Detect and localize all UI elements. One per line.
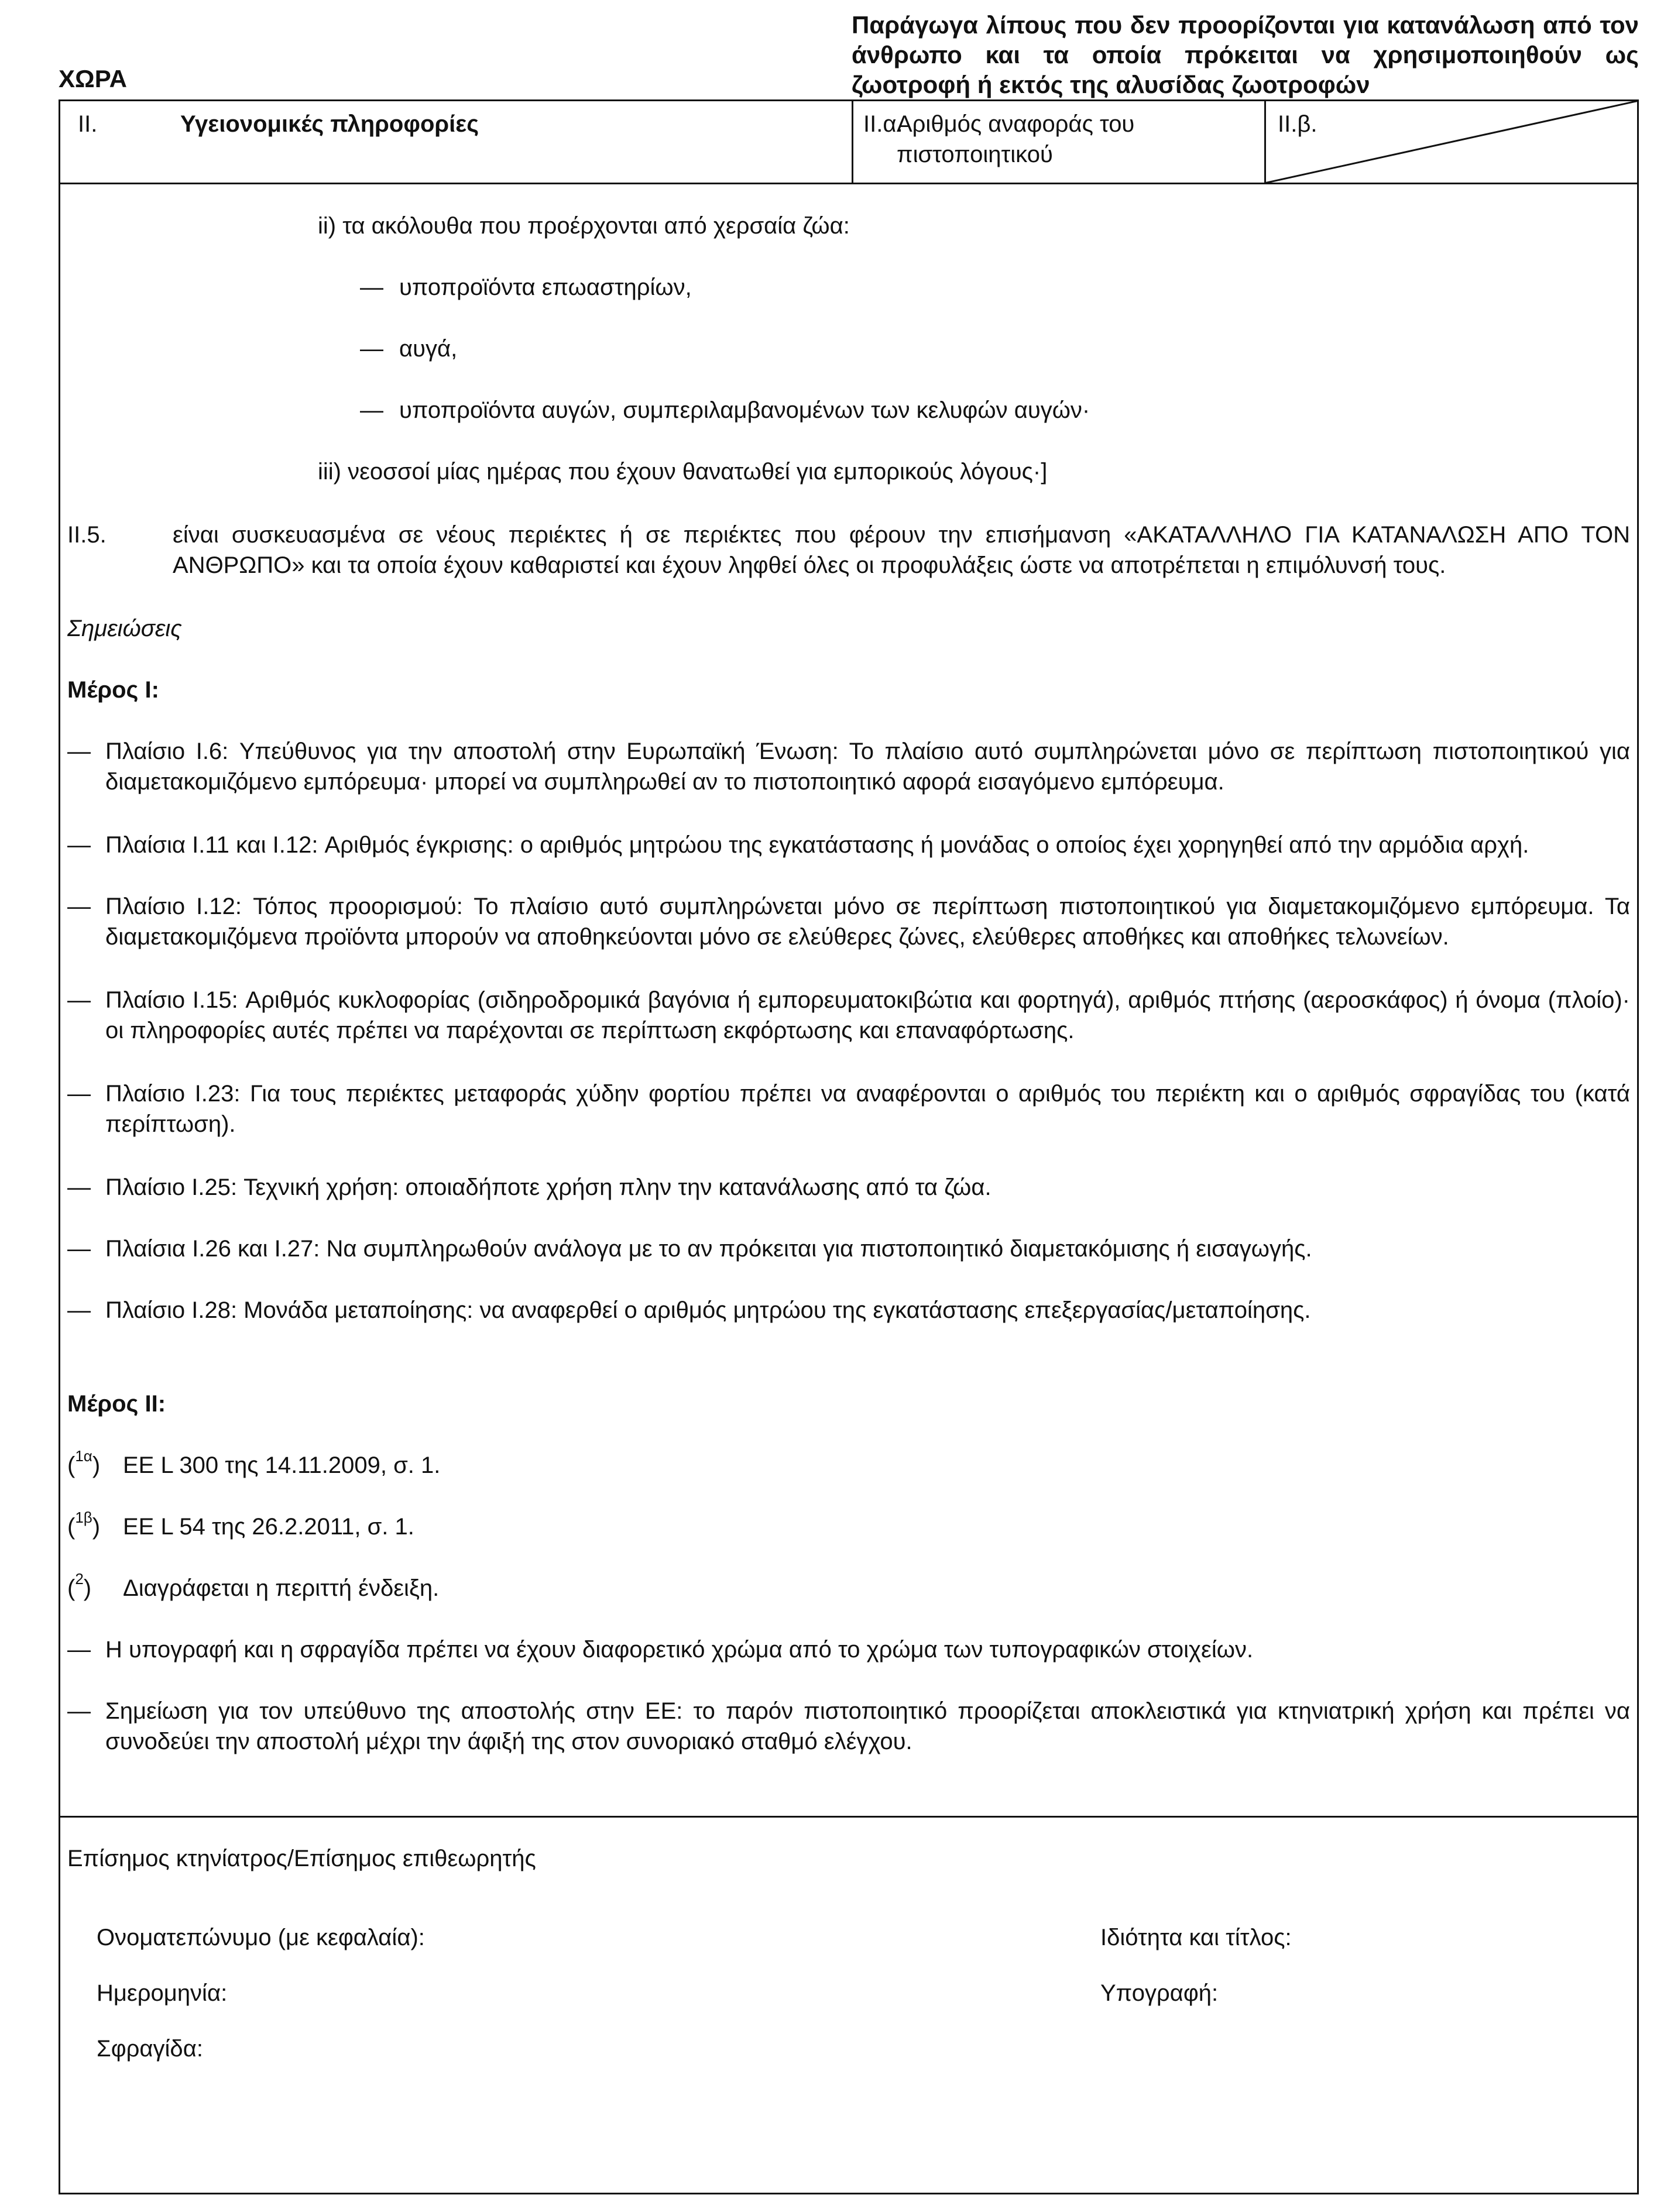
signature-section-title: Επίσημος κτηνίατρος/Επίσημος επιθεωρητής — [67, 1846, 536, 1871]
footnote-item: ($^{1\beta}$) ΕΕ L 54 της 26.2.2011, σ. 1. — [67, 1509, 414, 1540]
ref-number-text: Αριθμός αναφοράς του πιστοποιητικού — [897, 111, 1135, 167]
note-item: — Πλαίσιο I.25: Τεχνική χρήση: οποιαδήποτε χρήση πλην την κατανάλωσης από τα ζώα. — [67, 1174, 991, 1200]
footnote-item: ($^2$) Διαγράφεται η περιττή ένδειξη. — [67, 1570, 440, 1601]
note-item: — Πλαίσιο I.6: Υπεύθυνος για την αποστολή στην Ευρωπαϊκή Ένωση: Το πλαίσιο αυτό συμπληρώνεται μόνο σε περίπτωση πιστοποιητικού για διαμετακομιζόμενο εμπόρευμα· μπορεί να συμπληρωθεί αν το πιστοποιητικό αφορά εισαγόμενο εμπόρευμα. — [67, 739, 1630, 795]
note-item: — Πλαίσια I.26 και I.27: Να συμπληρωθούν ανάλογα με το αν πρόκειται για πιστοποιητικό διαμετακόμισης ή εισαγωγής. — [67, 1236, 1312, 1262]
signature-label: Υπογραφή: — [1100, 1980, 1219, 2006]
note-item: — Πλαίσιο I.28: Μονάδα μεταποίησης: να αναφερθεί ο αριθμός μητρώου της εγκατάστασης επεξεργασίας/μεταποίησης. — [67, 1297, 1311, 1323]
note-item: — Πλαίσιο I.12: Τόπος προορισμού: Το πλαίσιο αυτό συμπληρώνεται μόνο σε περίπτωση πιστοποιητικού για διαμετακομιζόμενο εμπόρευμα. Τα διαμετακομιζόμενα προϊόντα μπορούν να αποθηκεύονται μόνο σε ελεύθερες ζώνες, ελεύθερες αποθήκες και αποθήκες τελωνείων. — [67, 894, 1630, 950]
column-divider-ref — [852, 99, 853, 184]
ref-number-label: II.α. — [863, 111, 903, 137]
section-number: II. — [78, 111, 98, 137]
ii5-label: II.5. — [67, 522, 107, 548]
dash-list-item: — αυγά, — [360, 336, 458, 362]
notes-heading: Σημειώσεις — [67, 616, 182, 641]
dash-list-item: — υποπροϊόντα αυγών, συμπεριλαμβανομένων των κελυφών αυγών· — [360, 397, 1090, 423]
qualification-label: Ιδιότητα και τίτλος: — [1100, 1925, 1292, 1950]
country-label: ΧΩΡΑ — [59, 65, 127, 92]
ii5-text: είναι συσκευασμένα σε νέους περιέκτες ή σε περιέκτες που φέρουν την επισήμανση «ΑΚΑΤΑΛΛΗΛΟ ΓΙΑ ΚΑΤΑΝΑΛΩΣΗ ΑΠΟ ΤΟΝ ΑΝΘΡΩΠΟ» και τα οποία έχουν καθαριστεί και έχουν ληφθεί όλες οι προφυλάξεις ώστε να αποτρέπεται η επιμόλυνσή τους. — [173, 522, 1630, 578]
sub-item-iii: iii) νεοσσοί μίας ημέρας που έχουν θανατωθεί για εμπορικούς λόγους·] — [318, 459, 1048, 485]
sub-item-ii: ii) τα ακόλουθα που προέρχονται από χερσαία ζώα: — [318, 213, 850, 239]
product-title: Παράγωγα λίπους που δεν προορίζονται για κατανάλωση από τον άνθρωπο και τα οποία πρόκειται να χρησιμοποιηθούν ως ζωοτροφή ή εκτός της αλυσίδας ζωοτροφών — [852, 11, 1639, 98]
note-item: — Πλαίσιο I.23: Για τους περιέκτες μεταφοράς χύδην φορτίου πρέπει να αναφέρονται ο αριθμός του περιέκτη και ο αριθμός σφραγίδας του (κατά περίπτωση). — [67, 1081, 1630, 1137]
signature-section-divider — [59, 1816, 1639, 1818]
name-label: Ονοματεπώνυμο (με κεφαλαία): — [97, 1925, 425, 1950]
stamp-label: Σφραγίδα: — [97, 2036, 203, 2062]
date-label: Ημερομηνία: — [97, 1980, 228, 2006]
section-title: Υγειονομικές πληροφορίες — [180, 111, 479, 137]
iib-diagonal-line — [1264, 99, 1639, 184]
note-item: — Πλαίσιο I.15: Αριθμός κυκλοφορίας (σιδηροδρομικά βαγόνια ή εμπορευματοκιβώτια και φορτηγά), αριθμός πτήσης (αεροσκάφος) ή όνομα (πλοίο)· οι πληροφορίες αυτές πρέπει να παρέχονται σε περίπτωση εκφόρτωσης και επαναφόρτωσης. — [67, 987, 1630, 1043]
dash-list-item: — υποπροϊόντα επωαστηρίων, — [360, 274, 692, 300]
part1-heading: Μέρος I: — [67, 677, 159, 703]
note-item: — Σημείωση για τον υπεύθυνο της αποστολής στην ΕΕ: το παρόν πιστοποιητικό προορίζεται αποκλειστικά για κτηνιατρική χρήση και πρέπει να συνοδεύει την αποστολή μέχρι την άφιξή της στον συνοριακό σταθμό ελέγχου. — [67, 1698, 1630, 1754]
part2-heading: Μέρος II: — [67, 1391, 166, 1417]
note-item: — Πλαίσια I.11 και I.12: Αριθμός έγκρισης: ο αριθμός μητρώου της εγκατάστασης ή μονάδας ο οποίος έχει χορηγηθεί από την αρμόδια αρχή. — [67, 832, 1529, 858]
note-item: — Η υπογραφή και η σφραγίδα πρέπει να έχουν διαφορετικό χρώμα από το χρώμα των τυπογραφικών στοιχείων. — [67, 1637, 1254, 1663]
footnote-item: ($^{1\alpha}$) ΕΕ L 300 της 14.11.2009, σ. 1. — [67, 1447, 441, 1478]
iib-label: II.β. — [1278, 111, 1318, 137]
